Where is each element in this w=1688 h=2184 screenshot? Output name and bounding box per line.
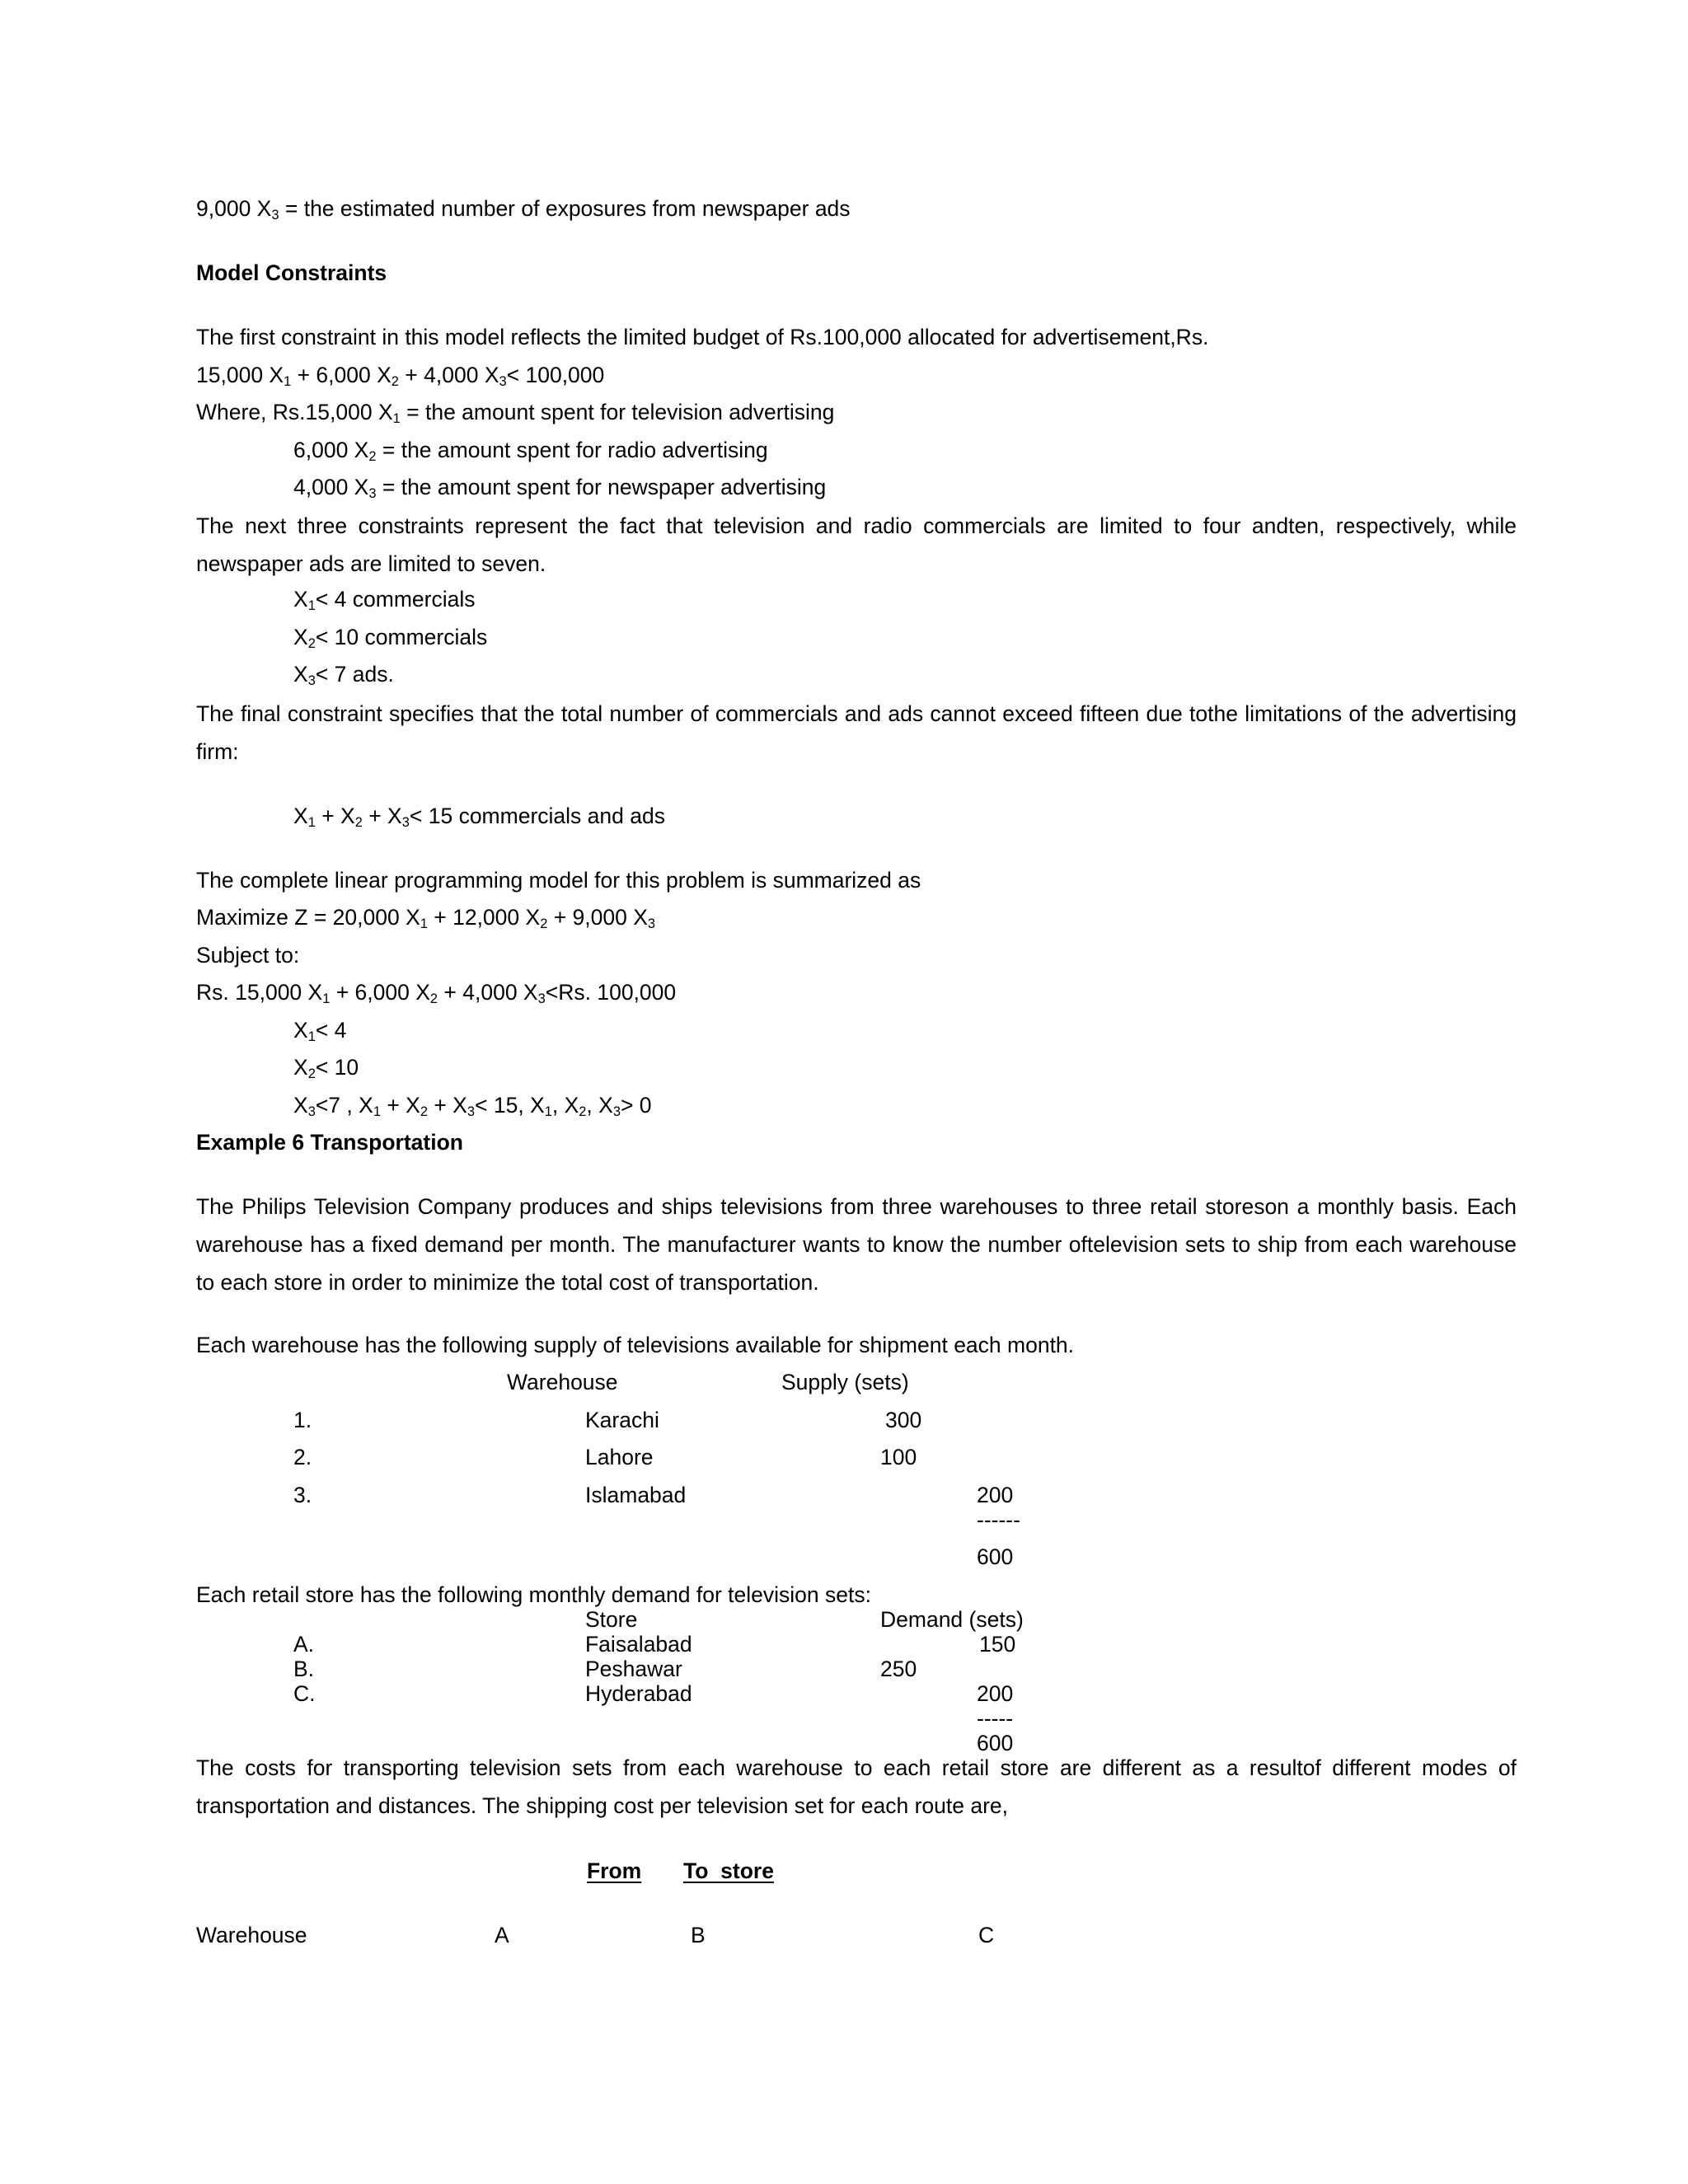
model-constraints-heading: Model Constraints [196, 260, 387, 285]
x3-combo-line: $X_3<7$ , $X_1 + X_2 + X_3< 15$, $X_1$, $X_2$, $X_3> 0$ [293, 1093, 652, 1120]
supply-total: 600 [977, 1544, 1014, 1569]
supply-row-num: 1. [293, 1408, 312, 1432]
demand-row-letter: C. [293, 1681, 316, 1706]
supply-row-name: Karachi [585, 1408, 659, 1432]
cost-row-label: Warehouse [196, 1923, 307, 1947]
supply-header-warehouse: Warehouse [507, 1370, 618, 1394]
demand-header-demand: Demand (sets) [880, 1607, 1024, 1632]
budget-rs-line: Rs. 15,000 $X_1 + 6,000$ $X_2 + 4,000$ $X_3<Rs$. 100,000 [196, 980, 677, 1007]
budget-equation: 15,000 $X_1 + 6,000$ $X_2 + 4,000$ $X_3< 100,000$ [196, 363, 605, 390]
x2-lt10-line: $X_2< 10$ [293, 1055, 359, 1082]
supply-intro-line: Each warehouse has the following supply of televisions available for shipment each month. [196, 1333, 1075, 1357]
subject-to-line: Subject to: [196, 943, 300, 968]
demand-row-name: Peshawar [585, 1657, 682, 1681]
cost-from-label: From [587, 1858, 642, 1883]
cost-column-header: C [978, 1923, 995, 1947]
supply-row-value: 300 [885, 1408, 922, 1432]
total-limit-line: $X_1 + X_2 + X_3< 15$ commercials and ads [293, 804, 665, 831]
demand-header-store: Store [585, 1607, 638, 1632]
complete-model-line: The complete linear programming model for this problem is summarized as [196, 868, 921, 893]
budget-intro-line: The first constraint in this model reflects the limited budget of Rs.100,000 allocated for advertisement,Rs. [196, 325, 1209, 349]
costs-paragraph: The costs for transporting television sets from each warehouse to each retail store are different as a resultof different modes of transportation and distances. The shipping cost per television set for each route are, [196, 1755, 1517, 1818]
maximize-line: Maximize Z = 20,000 $X_1 + 12,000$ $X_2 + 9,000$ $X_3$ [196, 905, 656, 932]
cost-to-store-label: To store [683, 1858, 774, 1883]
demand-row-value: 250 [880, 1657, 917, 1681]
demand-row-value: 200 [977, 1681, 1014, 1706]
supply-total-rule: ------ [977, 1507, 1020, 1532]
where-tv-line: Where, Rs.15,000 $X_1$ = the amount spent for television advertising [196, 400, 835, 427]
demand-row-letter: A. [293, 1632, 315, 1657]
x3-limit-line: $X_3< 7$ ads. [293, 662, 394, 689]
cost-column-header: A [495, 1923, 509, 1947]
cost-column-header: B [691, 1923, 706, 1947]
newspaper-amount-line: 4,000 $X_3$ = the amount spent for newspaper advertising [293, 475, 827, 502]
exposures-newspaper-line: 9,000 $X_3$ = the estimated number of exposures from newspaper ads [196, 196, 851, 223]
supply-row-value: 100 [880, 1445, 917, 1469]
demand-total: 600 [977, 1731, 1014, 1755]
supply-header-supply: Supply (sets) [781, 1370, 909, 1394]
demand-row-value: 150 [979, 1632, 1016, 1657]
radio-amount-line: 6,000 $X_2$ = the amount spent for radio advertising [293, 438, 768, 465]
supply-row-name: Islamabad [585, 1483, 687, 1507]
supply-row-num: 2. [293, 1445, 312, 1469]
demand-row-name: Faisalabad [585, 1632, 692, 1657]
supply-row-name: Lahore [585, 1445, 654, 1469]
demand-row-letter: B. [293, 1657, 315, 1681]
demand-row-name: Hyderabad [585, 1681, 692, 1706]
philips-paragraph: The Philips Television Company produces and ships televisions from three warehouses to three retail storeson a monthly basis. Each warehouse has a fixed demand per month. The manufacturer wants to know the number oftelevision sets to ship from each warehouse to each store in order to minimize the total cost of transportation. [196, 1194, 1517, 1295]
demand-total-rule: ----- [977, 1706, 1014, 1731]
final-constraint-paragraph: The final constraint specifies that the total number of commercials and ads cannot exceed fifteen due tothe limitations of the advertising firm: [196, 701, 1517, 764]
supply-row-value: 200 [977, 1483, 1014, 1507]
x1-limit-line: $X_1< 4$ commercials [293, 587, 476, 614]
x2-limit-line: $X_2< 10$ commercials [293, 625, 488, 652]
next-three-paragraph: The next three constraints represent the fact that television and radio commercials are limited to four andten, respectively, while newspaper ads are limited to seven. [196, 513, 1517, 576]
example6-heading: Example 6 Transportation [196, 1130, 463, 1155]
demand-intro-line: Each retail store has the following monthly demand for television sets: [196, 1582, 871, 1607]
supply-row-num: 3. [293, 1483, 312, 1507]
x1-lt4-line: $X_1< 4$ [293, 1018, 347, 1045]
